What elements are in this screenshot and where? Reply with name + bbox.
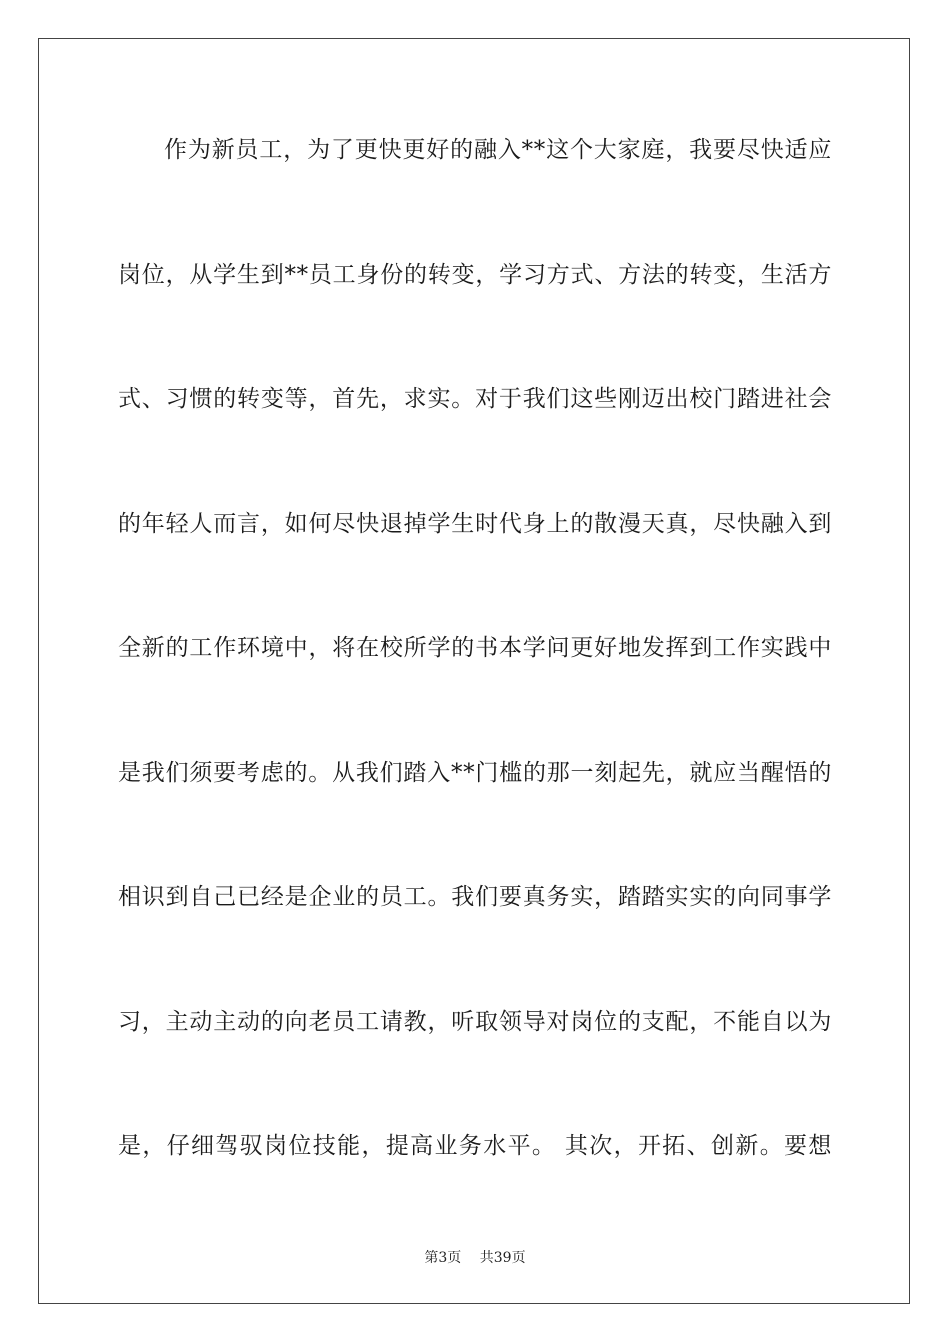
document-body — [118, 124, 832, 1245]
text-line: 习，主动主动的向老员工请教，听取领导对岗位的支配，不能自以为 — [118, 1008, 832, 1035]
text-line: 是我们须要考虑的。从我们踏入**门槛的那一刻起先，就应当醒悟的 — [118, 759, 832, 786]
text-line: 是，仔细驾驭岗位技能，提高业务水平。 其次，开拓、创新。要想 — [118, 1133, 832, 1159]
text-line: 相识到自己已经是企业的员工。我们要真务实，踏踏实实的向同事学 — [118, 884, 832, 910]
text-line: 式、习惯的转变等，首先，求实。对于我们这些刚迈出校门踏进社会 — [118, 386, 832, 412]
page-number: 第3页 — [424, 1250, 462, 1266]
text-line: 的年轻人而言，如何尽快退掉学生时代身上的散漫天真，尽快融入到 — [118, 510, 832, 537]
page-footer — [0, 1247, 950, 1267]
text-line: 作为新员工，为了更快更好的融入**这个大家庭，我要尽快适应 — [164, 137, 832, 163]
page-total: 共39页 — [479, 1250, 526, 1266]
text-line: 全新的工作环境中，将在校所学的书本学问更好地发挥到工作实践中 — [118, 635, 832, 661]
text-line: 岗位，从学生到**员工身份的转变，学习方式、方法的转变，生活方 — [118, 261, 832, 288]
